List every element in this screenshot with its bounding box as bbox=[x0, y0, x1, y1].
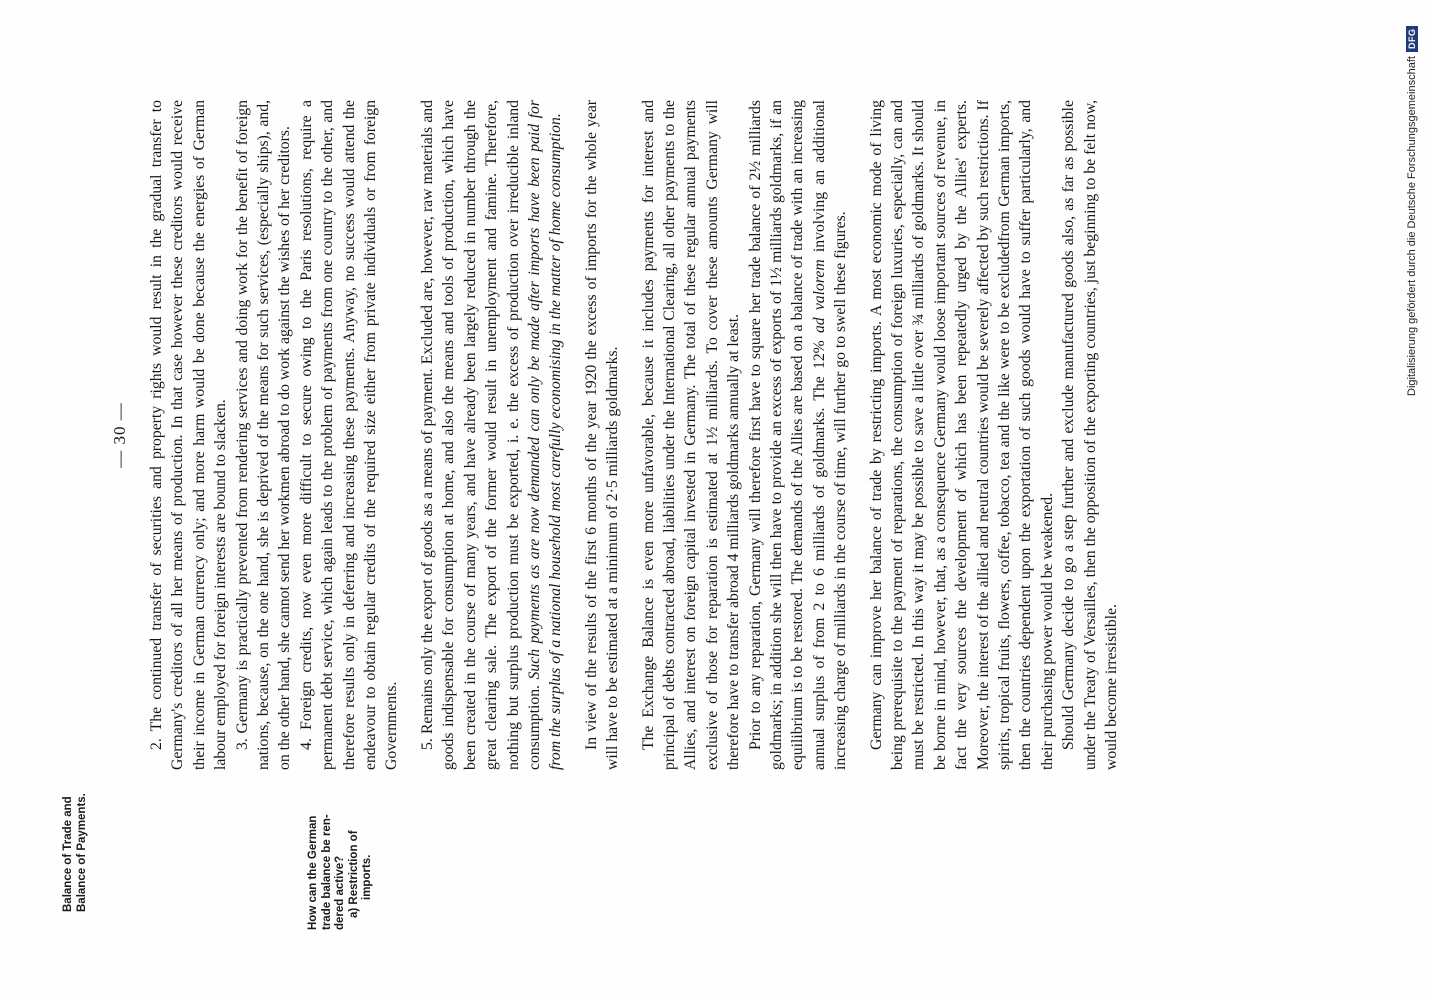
digitization-credit-text-wrap bbox=[1406, 26, 1418, 396]
page-number: — 30 — bbox=[110, 402, 129, 468]
margin-note-balance bbox=[62, 652, 89, 912]
paragraph-export-italic: Such payments as are now demanded can only be made after imports have been paid for from the surplus of a national household most carefully economising in the matter of home consumption. bbox=[525, 100, 565, 770]
paragraph-securities-transfer: 2. The continued transfer of securities and property rights would result in the gradual transfer to Germany's creditors of all her means of production. In that case however these creditors would receive their income in German currency only; and more harm would be done because the energies of German labour employed for foreign interests are bound to slacken. bbox=[148, 100, 230, 770]
paragraph-foreign-credits: 4. Foreign credits, now even more difficult to secure owing to the Paris resolutions, require a permanent debt service, which again leads to the problem of payments from one country to the other, and therefore results only in deferring and increasing these payments. Anyway, no success would attend the endeavour to obtain regular credits of the required size either from private individuals or from foreign Governments. bbox=[297, 100, 401, 770]
paragraph-services: 3. Germany is practically prevented from rendering services and doing work for the benefit of foreign nations, because, on the one hand, she is deprived of the means for such services, (especially ships), and, on the other hand, she cannot send her workmen abroad to do work against the wishes of her creditors. bbox=[233, 100, 294, 770]
margin-note-trade-line3: dered active? bbox=[334, 855, 346, 930]
margin-note-trade-balance bbox=[307, 770, 375, 930]
margin-note-trade-line2: trade balance be ren- bbox=[320, 814, 333, 930]
paragraph-ad-valorem: ad valorem bbox=[810, 259, 828, 334]
margin-note-balance-line2: Balance of Payments. bbox=[75, 793, 88, 912]
margin-note-balance-line1: Balance of Trade and bbox=[62, 796, 74, 912]
paragraph-reparation-text: Prior to any reparation, Germany will therefore first have to square her trade balance of 2½ milliards goldmarks; in addition she will then have to provide an excess of exports of 1½ milliards goldmarks, if an equilibrium is to be restored. The demands of the Allies are based on a balance of trade with an increasing annual surplus of from 2 to 6 milliards of goldmarks. The 12% bbox=[746, 100, 828, 770]
paragraph-reparation-end: involving an additional increasing charge of milliards in the course of time, will further go to swell these figures. bbox=[810, 100, 850, 770]
digitization-credit-text: Digitalisierung gefördert durch die Deutsche Forschungsgemeinschaft bbox=[1406, 56, 1418, 396]
paragraph-restrict-imports: Germany can improve her balance of trade by restricting imports. A most economic mode of living being prerequisite to the payment of reparations, the consumption of foreign luxuries, especially, can and must be restricted. In this way it may be possible to save a little over ¾ milliards of goldmarks. It should be borne in mind, however, that, as a consequence Germany would loose important sources of revenue, in fact the very sources the development of which has been repeatedly urged by the Allies' experts. Moreover, the interest of the allied and neutral countries would be severely affected by such restrictions. If spirits, tropical fruits, flowers, coffee, tobacco, tea and the like were to be excludedfrom German imports, then the countries dependent upon the exportation of such goods would have to suffer particularly, and their purchasing power would be weakened. bbox=[867, 100, 1056, 770]
paragraph-export-text: 5. Remains only the export of goods as a means of payment. Excluded are, however, raw materials and goods indispensable for consumption at home, and also the means and tools of production, which have been created in the course of many years, and have already been largely reduced in number through the great clearing sale. The export of the former would result in unemployment and famine. Therefore, nothing but surplus production must be exported, i. e. the excess of production over irreducible inland consumption. bbox=[418, 100, 543, 770]
main-text-block bbox=[110, 100, 1122, 770]
margin-note-trade-line1: How can the German bbox=[307, 815, 319, 930]
paragraph-export-of-goods bbox=[417, 100, 567, 770]
dfg-logo-icon: DFG bbox=[1406, 26, 1418, 53]
paragraph-excess-imports: In view of the results of the first 6 months of the year 1920 the excess of imports for the whole year will have to be estimated at a minimum of 2·5 milliards goldmarks. bbox=[582, 100, 622, 770]
paragraph-exchange-balance: The Exchange Balance is even more unfavorable, because it includes payments for interest and principal of debts contracted abroad, liabilities under the International Clearing, all other payments to the Allies, and interest on foreign capital invested in Germany. The total of these regular annual payments exclusive of those for reparation is estimated at 1½ milliards. To cover these amounts Germany will therefore have to transfer abroad 4 milliards goldmarks annually at least. bbox=[639, 100, 743, 770]
digitization-credit bbox=[1406, 8, 1426, 396]
margin-note-trade-line5: imports. bbox=[361, 854, 373, 900]
paragraph-reparation bbox=[745, 100, 852, 770]
margin-note-trade-line4: a) Restriction of bbox=[347, 830, 360, 918]
paragraph-manufactured-goods: Should Germany decide to go a step further and exclude manufactured goods also, as far as possible under the Treaty of Versailles, then the opposition of the exporting countries, just beginning to be felt now, would become irresistible. bbox=[1060, 100, 1121, 770]
